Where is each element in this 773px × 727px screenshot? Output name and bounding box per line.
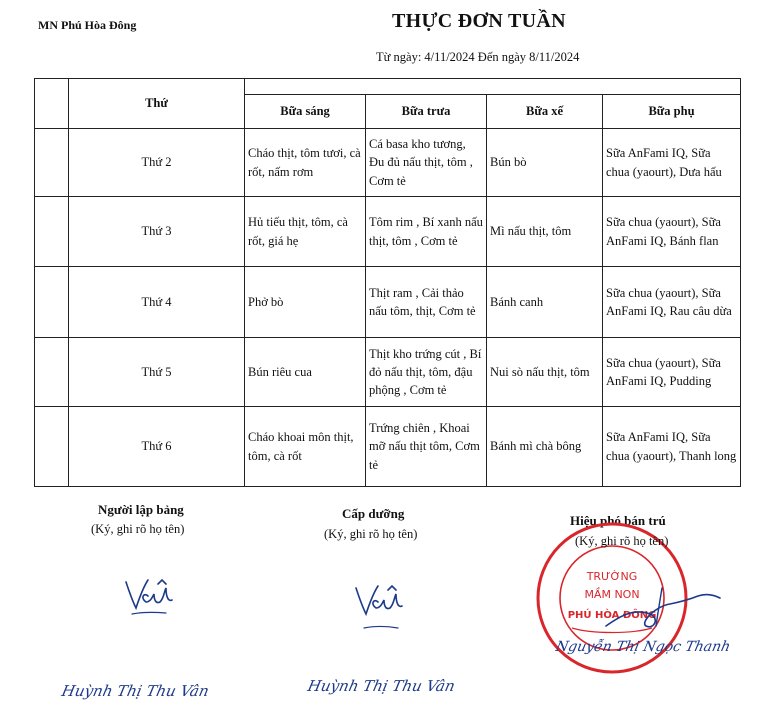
lunch-cell: Tôm rim , Bí xanh nấu thịt, tôm , Cơm tẻ: [366, 197, 487, 267]
header-afternoon: Bữa xế: [487, 95, 603, 129]
table-header-row: [35, 79, 741, 95]
extra-cell: Sữa chua (yaourt), Sữa AnFami IQ, Rau câu dừa: [603, 267, 741, 338]
cook-note: (Ký, ghi rõ họ tên): [324, 527, 418, 541]
header-lunch: Bữa trưa: [366, 95, 487, 129]
header-day: Thứ: [69, 79, 245, 129]
cook-signature-mark: [350, 580, 410, 636]
afternoon-cell: Bánh mì chà bông: [487, 407, 603, 487]
lunch-cell: Trứng chiên , Khoai mỡ nấu thịt tôm, Cơm tẻ: [366, 407, 487, 487]
extra-cell: Sữa chua (yaourt), Sữa AnFami IQ, Bánh flan: [603, 197, 741, 267]
page-title: THỰC ĐƠN TUẦN: [392, 10, 566, 32]
day-cell: Thứ 6: [69, 407, 245, 487]
row-spacer: [35, 129, 69, 197]
breakfast-cell: Hủ tiếu thịt, tôm, cà rốt, giá hẹ: [245, 197, 366, 267]
stamp-text-top: TRƯỜNG: [586, 570, 638, 583]
vice-principal-note: (Ký, ghi rõ họ tên): [575, 534, 669, 548]
table-row: [35, 267, 741, 338]
header-extra: Bữa phụ: [603, 95, 741, 129]
header-breakfast: Bữa sáng: [245, 95, 366, 129]
row-spacer: [35, 338, 69, 407]
lunch-cell: Thịt ram , Cải thảo nấu tôm, thịt, Cơm tẻ: [366, 267, 487, 338]
header-spacer: [245, 79, 741, 95]
row-spacer: [35, 267, 69, 338]
table-row: [35, 129, 741, 197]
preparer-role: Người lập bảng: [98, 502, 184, 517]
breakfast-cell: Cháo khoai môn thịt, tôm, cà rốt: [245, 407, 366, 487]
table-row: [35, 338, 741, 407]
afternoon-cell: Nui sò nấu thịt, tôm: [487, 338, 603, 407]
afternoon-cell: Bún bò: [487, 129, 603, 197]
stamp-text-mid: MẦM NON: [584, 588, 640, 601]
row-spacer: [35, 197, 69, 267]
vice-principal-name: Nguyễn Thị Ngọc Thanh: [554, 639, 732, 655]
preparer-name: Huỳnh Thị Thu Vân: [60, 682, 211, 700]
menu-table: [34, 78, 741, 487]
afternoon-cell: Bánh canh: [487, 267, 603, 338]
table-row: [35, 197, 741, 267]
preparer-signature-mark: [120, 572, 180, 618]
cook-name: Huỳnh Thị Thu Vân: [306, 677, 457, 695]
preparer-note: (Ký, ghi rõ họ tên): [91, 522, 185, 536]
extra-cell: Sữa chua (yaourt), Sữa AnFami IQ, Pudding: [603, 338, 741, 407]
corner-cell: [35, 79, 69, 129]
vice-principal-role: Hiệu phó bán trú: [570, 513, 666, 528]
lunch-cell: Thịt kho trứng cút , Bí đỏ nấu thịt, tôm, đậu phộng , Cơm tẻ: [366, 338, 487, 407]
extra-cell: Sữa AnFami IQ, Sữa chua (yaourt), Dưa hấu: [603, 129, 741, 197]
day-cell: Thứ 3: [69, 197, 245, 267]
day-cell: Thứ 2: [69, 129, 245, 197]
stamp-text-bottom: PHÚ HÒA ĐÔNG: [567, 610, 657, 621]
day-cell: Thứ 4: [69, 267, 245, 338]
breakfast-cell: Cháo thịt, tôm tươi, cà rốt, nấm rơm: [245, 129, 366, 197]
lunch-cell: Cá basa kho tương, Đu đủ nấu thịt, tôm , Cơm tẻ: [366, 129, 487, 197]
school-name: MN Phú Hòa Đông: [38, 18, 137, 32]
breakfast-cell: Bún riêu cua: [245, 338, 366, 407]
cook-role: Cấp dưỡng: [342, 506, 405, 521]
date-range: Từ ngày: 4/11/2024 Đến ngày 8/11/2024: [376, 50, 580, 64]
afternoon-cell: Mì nấu thịt, tôm: [487, 197, 603, 267]
vice-principal-signature-mark: [600, 586, 730, 646]
day-cell: Thứ 5: [69, 338, 245, 407]
extra-cell: Sữa AnFami IQ, Sữa chua (yaourt), Thanh long: [603, 407, 741, 487]
table-row: [35, 407, 741, 487]
row-spacer: [35, 407, 69, 487]
breakfast-cell: Phở bò: [245, 267, 366, 338]
